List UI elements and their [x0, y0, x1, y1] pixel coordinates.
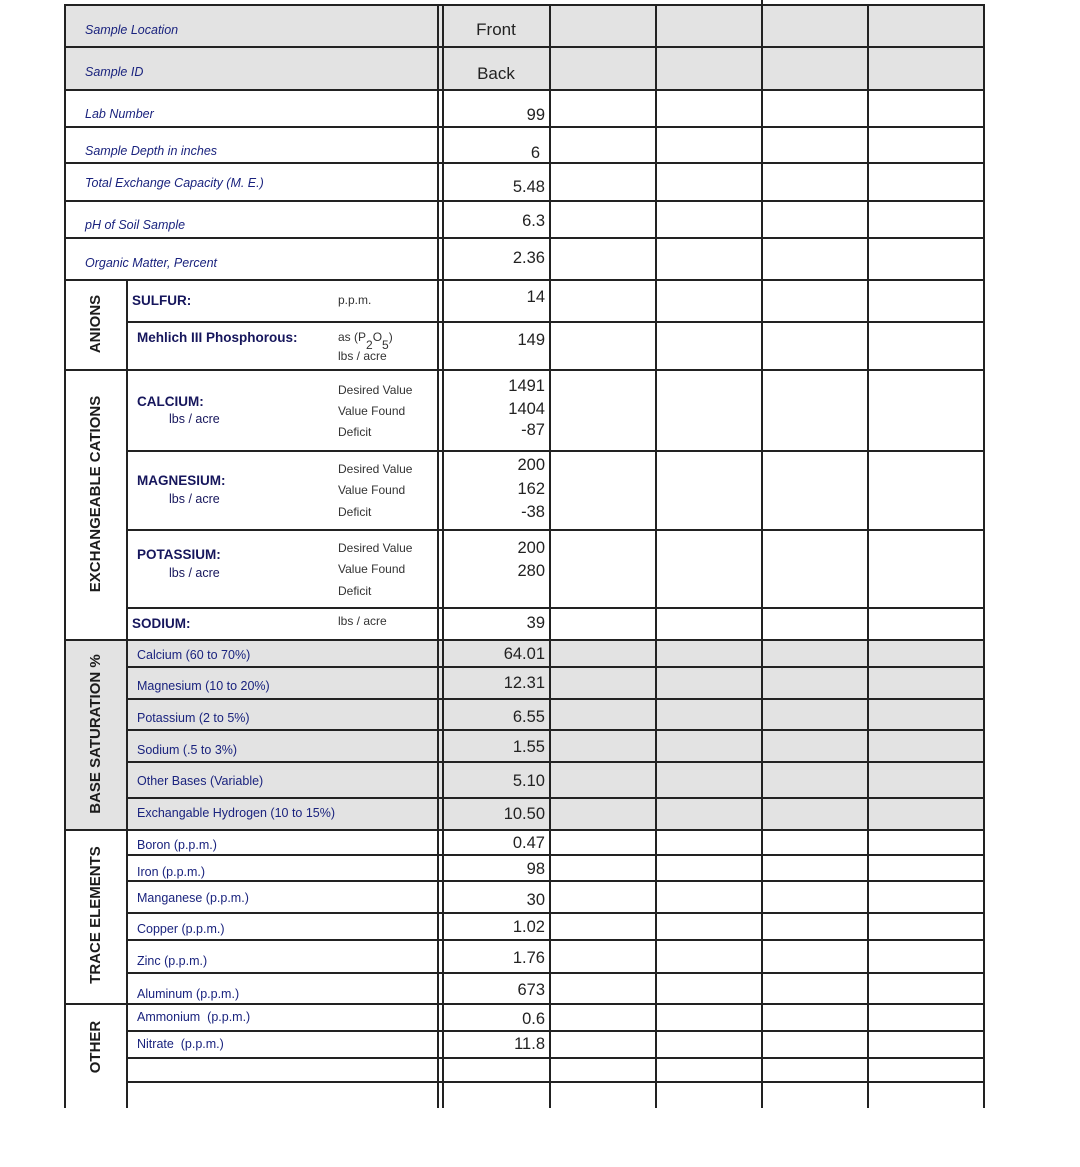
- potassium-found-value: 280: [517, 562, 545, 580]
- bs-hydrogen-value: 10.50: [503, 805, 545, 823]
- potassium-unit: lbs / acre: [169, 566, 220, 580]
- manganese-label: Manganese (p.p.m.): [137, 891, 249, 905]
- copper-value: 1.02: [512, 918, 545, 936]
- column-front: Front: [476, 20, 516, 39]
- calcium-found-value: 1404: [508, 400, 545, 418]
- section-label-base-saturation: BASE SATURATION %: [87, 654, 104, 814]
- calcium-label: CALCIUM:: [137, 394, 204, 409]
- bs-hydrogen-label: Exchangable Hydrogen (10 to 15%): [137, 806, 336, 820]
- iron-label: Iron (p.p.m.): [137, 865, 206, 879]
- formula-o: O: [372, 330, 383, 344]
- magnesium-found-value: 162: [517, 480, 545, 498]
- calcium-desired-label: Desired Value: [338, 383, 413, 397]
- ammonium-label: Ammonium (p.p.m.): [137, 1010, 251, 1024]
- sample-location-label: Sample Location: [85, 23, 179, 37]
- phosphorous-unit-lbs: lbs / acre: [338, 349, 387, 363]
- bs-calcium-value: 64.01: [503, 645, 545, 663]
- potassium-label: POTASSIUM:: [137, 547, 221, 562]
- lab-number-value: 99: [526, 106, 545, 124]
- magnesium-label: MAGNESIUM:: [137, 473, 226, 488]
- phosphorous-label: Mehlich III Phosphorous:: [137, 330, 298, 345]
- sulfur-value: 14: [526, 288, 545, 306]
- magnesium-deficit-label: Deficit: [338, 505, 372, 519]
- boron-label: Boron (p.p.m.): [137, 838, 217, 852]
- bs-other-label: Other Bases (Variable): [137, 774, 264, 788]
- iron-value: 98: [526, 860, 545, 878]
- sample-depth-value: 6: [530, 144, 540, 162]
- column-back: Back: [477, 64, 515, 83]
- bs-sodium-value: 1.55: [512, 738, 545, 756]
- boron-value: 0.47: [512, 834, 545, 852]
- bs-other-value: 5.10: [512, 772, 545, 790]
- calcium-deficit-value: -87: [521, 421, 545, 439]
- zinc-value: 1.76: [512, 949, 545, 967]
- ph-value: 6.3: [522, 212, 545, 230]
- section-label-anions: ANIONS: [87, 294, 104, 354]
- tec-value: 5.48: [512, 178, 545, 196]
- calcium-found-label: Value Found: [338, 404, 406, 418]
- sodium-label: SODIUM:: [132, 616, 191, 631]
- bs-potassium-label: Potassium (2 to 5%): [137, 711, 250, 725]
- magnesium-desired-label: Desired Value: [338, 462, 413, 476]
- ammonium-value: 0.6: [522, 1010, 545, 1028]
- sodium-value: 39: [526, 614, 545, 632]
- sample-id-label: Sample ID: [85, 65, 144, 79]
- potassium-desired-value: 200: [517, 539, 545, 557]
- formula-close: ): [388, 330, 393, 344]
- formula-sub-5: 5: [382, 338, 389, 352]
- bs-potassium-value: 6.55: [512, 708, 545, 726]
- bs-calcium-label: Calcium (60 to 70%): [137, 648, 251, 662]
- magnesium-deficit-value: -38: [521, 503, 545, 521]
- magnesium-found-label: Value Found: [338, 483, 406, 497]
- sample-depth-label: Sample Depth in inches: [85, 144, 218, 158]
- section-label-cations: EXCHANGEABLE CATIONS: [87, 395, 104, 593]
- calcium-deficit-label: Deficit: [338, 425, 372, 439]
- phosphorous-value: 149: [517, 331, 545, 349]
- section-label-trace-elements: TRACE ELEMENTS: [87, 846, 104, 984]
- formula-as-p: as (P: [338, 330, 367, 344]
- potassium-deficit-label: Deficit: [338, 584, 372, 598]
- magnesium-unit: lbs / acre: [169, 492, 220, 506]
- sulfur-unit: p.p.m.: [338, 293, 372, 307]
- sodium-unit: lbs / acre: [338, 614, 387, 628]
- potassium-found-label: Value Found: [338, 562, 406, 576]
- bs-magnesium-label: Magnesium (10 to 20%): [137, 679, 270, 693]
- calcium-desired-value: 1491: [508, 377, 545, 395]
- phosphorous-unit-formula: [338, 331, 393, 351]
- bs-sodium-label: Sodium (.5 to 3%): [137, 743, 238, 757]
- manganese-value: 30: [526, 891, 545, 909]
- bs-magnesium-value: 12.31: [503, 674, 545, 692]
- calcium-unit: lbs / acre: [169, 412, 220, 426]
- sulfur-label: SULFUR:: [132, 293, 192, 308]
- copper-label: Copper (p.p.m.): [137, 922, 225, 936]
- potassium-desired-label: Desired Value: [338, 541, 413, 555]
- zinc-label: Zinc (p.p.m.): [137, 954, 208, 968]
- aluminum-label: Aluminum (p.p.m.): [137, 987, 240, 1001]
- ph-label: pH of Soil Sample: [85, 218, 186, 232]
- organic-matter-value: 2.36: [512, 249, 545, 267]
- section-label-other: OTHER: [87, 1020, 104, 1074]
- nitrate-value: 11.8: [514, 1035, 545, 1053]
- nitrate-label: Nitrate (p.p.m.): [137, 1037, 224, 1051]
- aluminum-value: 673: [517, 981, 545, 999]
- magnesium-desired-value: 200: [517, 456, 545, 474]
- lab-number-label: Lab Number: [85, 107, 154, 121]
- formula-sub-2: 2: [366, 338, 373, 352]
- tec-label: Total Exchange Capacity (M. E.): [85, 176, 264, 190]
- organic-matter-label: Organic Matter, Percent: [85, 256, 218, 270]
